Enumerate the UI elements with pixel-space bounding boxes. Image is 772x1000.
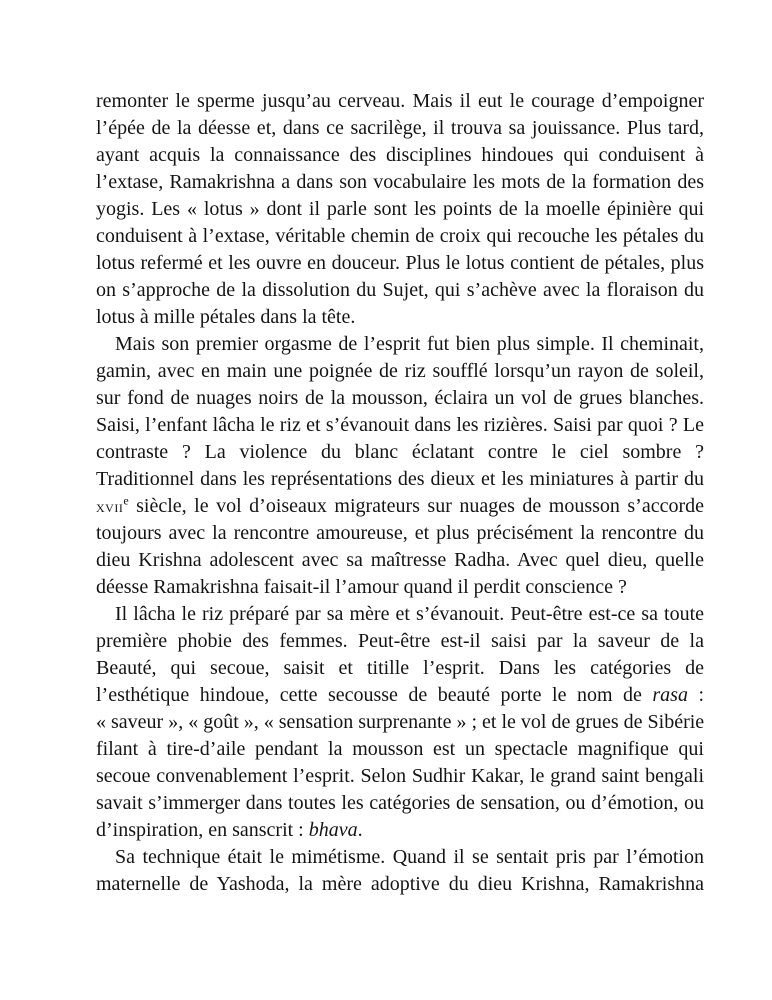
text-line: l’extase, Ramakrishna a dans son vocabulaire les mots de la formation des xyxy=(96,171,704,193)
paragraph-2 xyxy=(96,331,704,601)
century-numeral: xvii xyxy=(96,497,124,516)
text-line: Mais son premier orgasme de l’esprit fut bien plus simple. Il cheminait, xyxy=(115,333,704,355)
bhava-pre: d’inspiration, en sanscrit : xyxy=(96,819,309,841)
text-line: remonter le sperme jusqu’au cerveau. Mais il eut le courage d’empoigner xyxy=(96,90,704,112)
text-line: ayant acquis la connaissance des disciplines hindoues qui conduisent à xyxy=(96,144,704,166)
text-line: gamin, avec en main une poignée de riz soufflé lorsqu’un rayon de soleil, xyxy=(96,360,704,382)
text-line: toujours avec la rencontre amoureuse, et plus précisément la rencontre du xyxy=(96,522,704,544)
text-line: filant à tire-d’aile pendant la mousson est un spectacle magnifique qui xyxy=(96,738,704,760)
rasa-pre: l’esthétique hindoue, cette secousse de beauté porte le nom de xyxy=(96,684,653,706)
book-page-text xyxy=(96,88,704,898)
century-rest: siècle, le vol d’oiseaux migrateurs sur nuages de mousson s’accorde xyxy=(128,495,704,517)
bhava-term: bhava xyxy=(308,819,358,841)
text-line: déesse Ramakrishna faisait-il l’amour quand il perdit conscience ? xyxy=(96,576,627,598)
paragraph-4 xyxy=(96,844,704,898)
text-line-century xyxy=(96,493,704,520)
text-line: lotus refermé et les ouvre en douceur. Plus le lotus contient de pétales, plus xyxy=(96,252,704,274)
text-line: l’épée de la déesse et, dans ce sacrilège, il trouva sa jouissance. Plus tard, xyxy=(96,117,704,139)
bhava-post: . xyxy=(357,819,363,841)
paragraph-3 xyxy=(96,601,704,844)
text-line: sur fond de nuages noirs de la mousson, éclaira un vol de grues blanches. xyxy=(96,387,704,409)
text-line: Il lâcha le riz préparé par sa mère et s’évanouit. Peut-être est-ce sa toute xyxy=(115,603,704,625)
text-line: savait s’immerger dans toutes les catégories de sensation, ou d’émotion, ou xyxy=(96,792,704,814)
text-line: lotus à mille pétales dans la tête. xyxy=(96,306,356,328)
paragraph-1 xyxy=(96,88,704,331)
text-line: on s’approche de la dissolution du Sujet, qui s’achève avec la floraison du xyxy=(96,279,704,301)
text-line: Sa technique était le mimétisme. Quand il se sentait pris par l’émotion xyxy=(115,846,704,868)
text-line: conduisent à l’extase, véritable chemin de croix qui recouche les pétales du xyxy=(96,225,704,247)
text-line: maternelle de Yashoda, la mère adoptive du dieu Krishna, Ramakrishna xyxy=(96,873,704,895)
text-line: secoue convenablement l’esprit. Selon Sudhir Kakar, le grand saint bengali xyxy=(96,765,704,787)
rasa-post: : xyxy=(687,684,704,706)
text-line: première phobie des femmes. Peut-être est-il saisi par la saveur de la xyxy=(96,630,704,652)
rasa-term: rasa xyxy=(652,684,688,706)
text-line: Traditionnel dans les représentations des dieux et les miniatures à partir du xyxy=(96,468,704,490)
text-line: Saisi, l’enfant lâcha le riz et s’évanouit dans les rizières. Saisi par quoi ? Le xyxy=(96,414,704,436)
text-line: Beauté, qui secoue, saisit et titille l’esprit. Dans les catégories de xyxy=(96,657,704,679)
text-line: contraste ? La violence du blanc éclatant contre le ciel sombre ? xyxy=(96,441,704,463)
text-line-bhava xyxy=(96,817,704,844)
text-line: « saveur », « goût », « sensation surprenante » ; et le vol de grues de Sibérie xyxy=(96,711,704,733)
text-line-rasa xyxy=(96,682,704,709)
text-line: yogis. Les « lotus » dont il parle sont les points de la moelle épinière qui xyxy=(96,198,704,220)
century-superscript: e xyxy=(123,493,129,508)
text-line: dieu Krishna adolescent avec sa maîtresse Radha. Avec quel dieu, quelle xyxy=(96,549,704,571)
